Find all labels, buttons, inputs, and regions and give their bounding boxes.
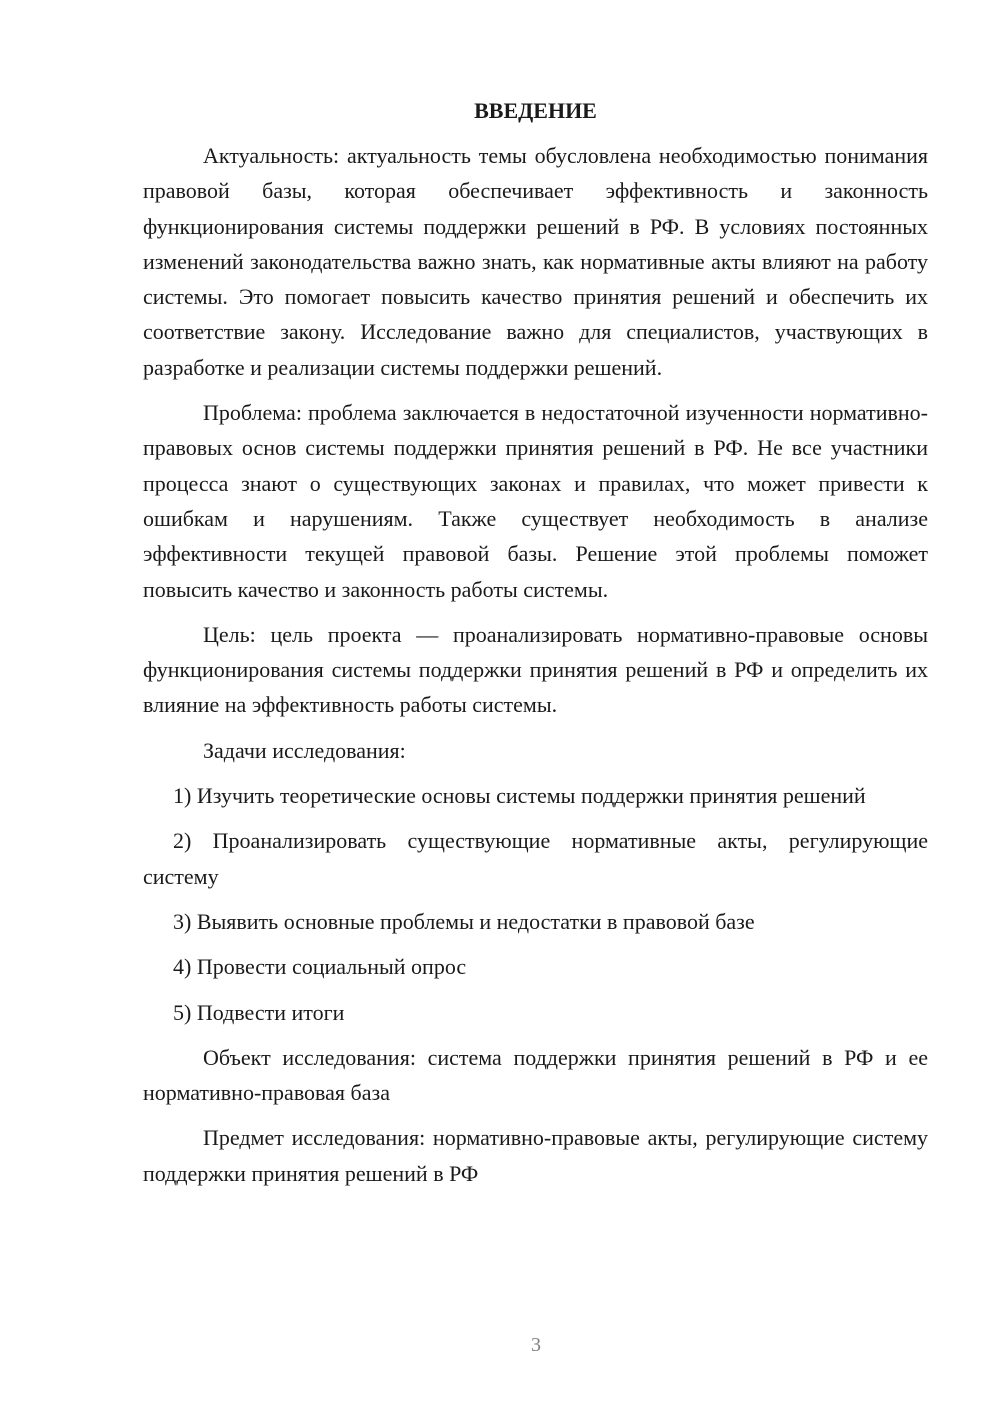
task-item: 3) Выявить основные проблемы и недостатки в правовой базе bbox=[173, 908, 755, 934]
section-heading: ВВЕДЕНИЕ bbox=[474, 98, 597, 123]
document-body bbox=[143, 96, 928, 1201]
task-item: 1) Изучить теоретические основы системы поддержки принятия решений bbox=[173, 783, 866, 809]
problem-paragraph: Проблема: проблема заключается в недостаточной изученности нормативно-правовых основ системы поддержки принятия решений в РФ. Не все участники процесса знают о существующих законах и правилах, что может привести к ошибкам и нарушениям. Также существует необходимость в анализе эффективности текущей правовой базы. Решение этой проблемы поможет повысить качество и законность работы системы. bbox=[143, 400, 928, 602]
relevance-paragraph: Актуальность: актуальность темы обусловлена необходимостью понимания правовой базы, которая обеспечивает эффективность и законность функционирования системы поддержки решений в РФ. В условиях постоянных изменений законодательства важно знать, как нормативные акты влияют на работу системы. Это помогает повысить качество принятия решений и обеспечить их соответствие закону. Исследование важно для специалистов, участвующих в разработке и реализации системы поддержки решений. bbox=[143, 143, 928, 380]
task-item: 4) Провести социальный опрос bbox=[173, 954, 467, 980]
goal-paragraph: Цель: цель проекта — проанализировать нормативно-правовые основы функционирования системы поддержки принятия решений в РФ и определить их влияние на эффективность работы системы. bbox=[143, 621, 928, 718]
page-number: 3 bbox=[531, 1334, 541, 1356]
task-item: 2) Проанализировать существующие нормативные акты, регулирующие систему bbox=[143, 828, 928, 889]
subject-paragraph: Предмет исследования: нормативно-правовые акты, регулирующие систему поддержки принятия решений в РФ bbox=[143, 1125, 928, 1186]
object-paragraph: Объект исследования: система поддержки принятия решений в РФ и ее нормативно-правовая база bbox=[143, 1044, 928, 1106]
task-item: 5) Подвести итоги bbox=[173, 999, 345, 1025]
tasks-intro: Задачи исследования: bbox=[203, 737, 406, 763]
